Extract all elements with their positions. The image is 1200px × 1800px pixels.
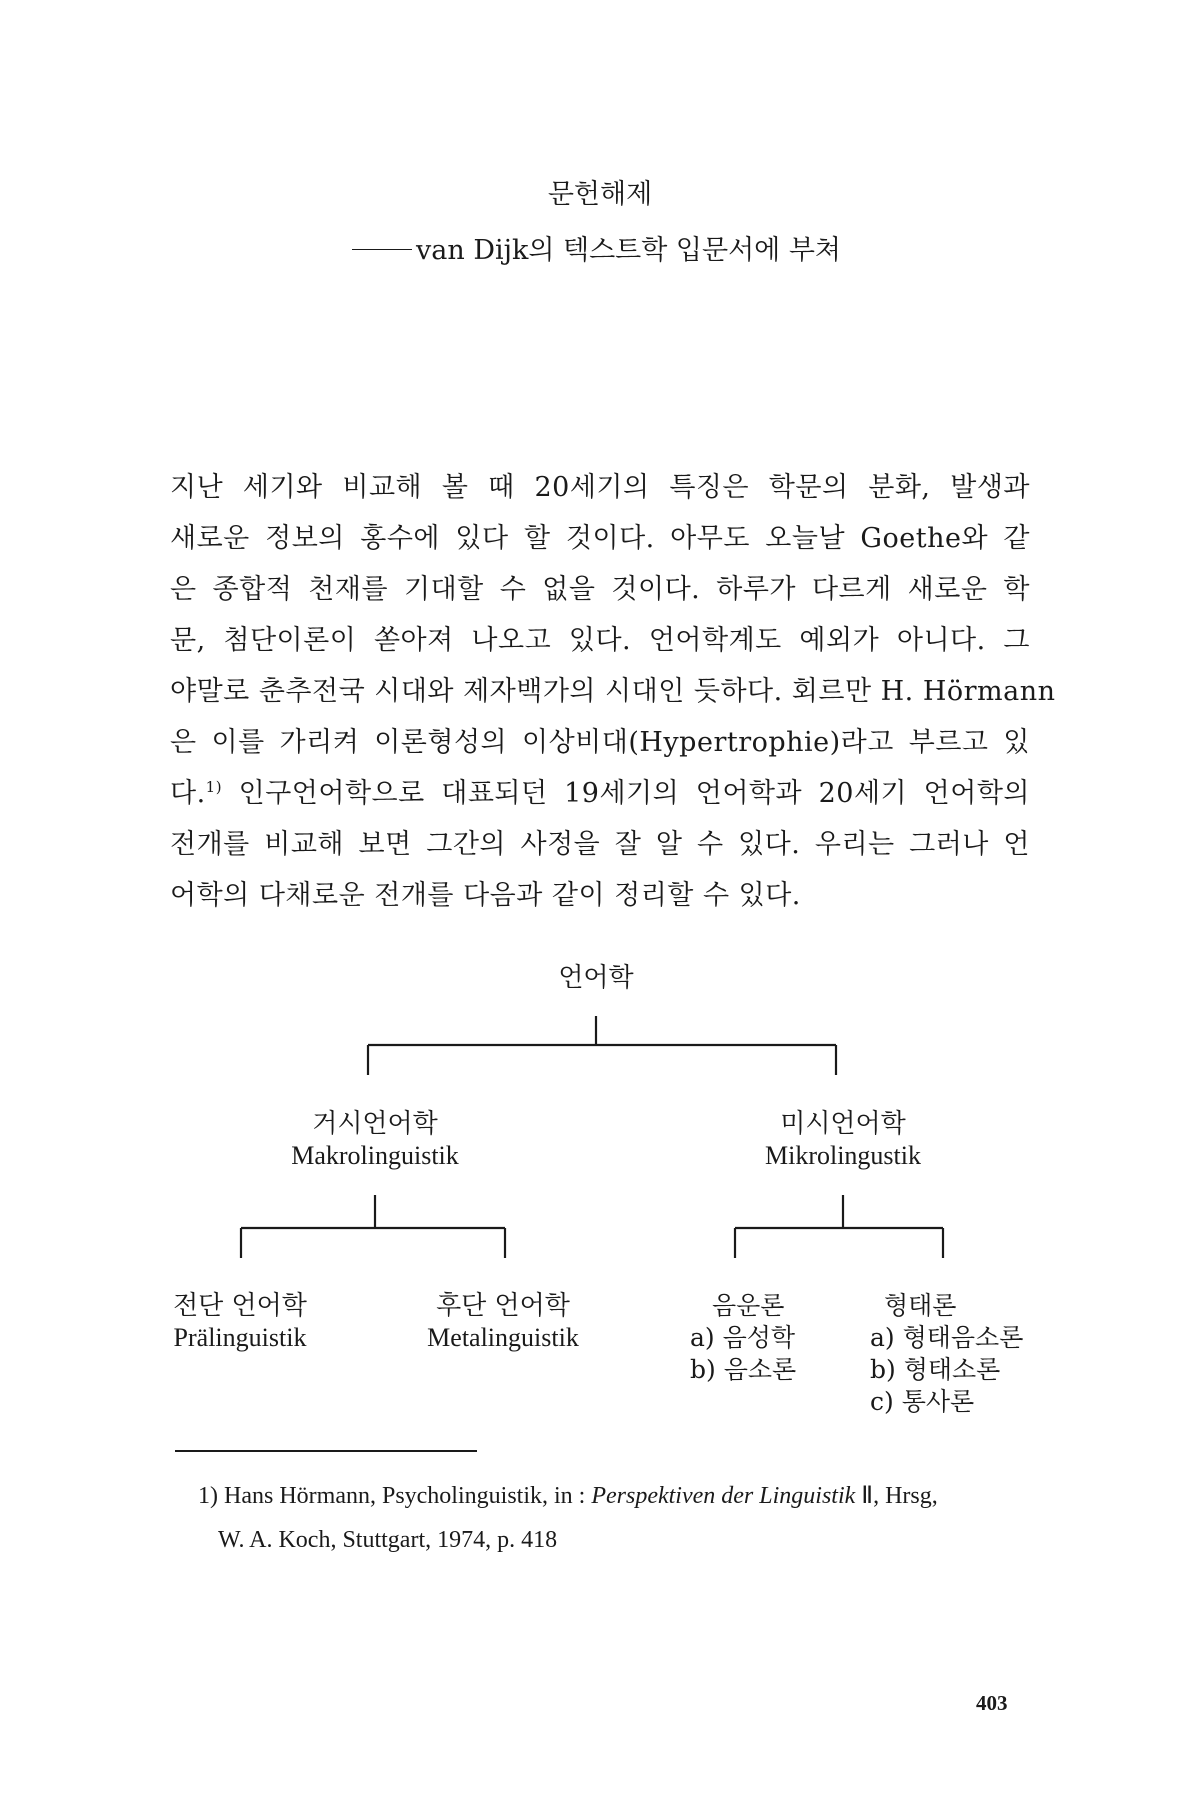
body-line: 새로운 정보의 홍수에 있다 할 것이다. 아무도 오늘날 Goethe와 같 — [170, 523, 1030, 554]
body-line: 은 이를 가리켜 이론형성의 이상비대(Hypertrophie)라고 부르고 있 — [170, 727, 1030, 758]
body-line: 지난 세기와 비교해 볼 때 20세기의 특징은 학문의 분화, 발생과 — [170, 472, 1030, 503]
pre-korean: 전단 언어학 — [173, 1291, 307, 1321]
morphology-label: 형태론 — [884, 1291, 957, 1320]
body-line: 어학의 다채로운 전개를 다음과 같이 정리할 수 있다. — [170, 880, 801, 911]
tree-morphology-node — [870, 1290, 1023, 1418]
tree-root: 언어학 — [558, 963, 634, 993]
macro-german: Makrolinguistik — [291, 1141, 459, 1170]
meta-german: Metalinguistik — [427, 1323, 579, 1352]
body-line-start: 다. — [170, 778, 206, 809]
macro-korean: 거시언어학 — [312, 1109, 438, 1139]
tree-meta-node — [403, 1290, 603, 1354]
phonology-label: 음운론 — [712, 1291, 785, 1320]
footnote-divider — [175, 1450, 477, 1452]
tree-macro-node — [250, 1108, 500, 1172]
footnote — [198, 1474, 938, 1562]
phonology-item: b) 음소론 — [690, 1355, 797, 1384]
footnote-text-2: Ⅱ, Hrsg, — [861, 1483, 938, 1509]
body-line: 문, 첨단이론이 쏟아져 나오고 있다. 언어학계도 예외가 아니다. 그 — [170, 625, 1030, 656]
micro-korean: 미시언어학 — [780, 1109, 906, 1139]
page-number: 403 — [976, 1691, 1008, 1715]
body-line: 은 종합적 천재를 기대할 수 없을 것이다. 하루가 다르게 새로운 학 — [170, 574, 1030, 605]
morphology-item: b) 형태소론 — [870, 1355, 1001, 1384]
footnote-line-2: W. A. Koch, Stuttgart, 1974, p. 418 — [218, 1527, 558, 1553]
page-title: 문헌해제 — [547, 179, 653, 210]
phonology-item: a) 음성학 — [690, 1323, 796, 1352]
footnote-number: 1) — [198, 1483, 218, 1509]
tree-phonology-node — [690, 1290, 796, 1386]
tree-pre-node — [140, 1290, 340, 1354]
body-line: 야말로 춘추전국 시대와 제자백가의 시대인 듯하다. 회르만 H. Hörmann — [170, 676, 1056, 707]
tree-micro-node — [718, 1108, 968, 1172]
subtitle-text: van Dijk의 텍스트학 입문서에 부쳐 — [416, 235, 841, 266]
footnote-text-1: Hans Hörmann, Psycholinguistik, in : — [224, 1483, 586, 1509]
body-line-rest: 인구언어학으로 대표되던 19세기의 언어학과 20세기 언어학의 — [238, 778, 1030, 809]
footnote-line-1 — [198, 1474, 938, 1518]
body-line: 전개를 비교해 보면 그간의 사정을 잘 알 수 있다. 우리는 그러나 언 — [170, 829, 1030, 860]
pre-german: Prälinguistik — [173, 1323, 307, 1352]
morphology-item: c) 통사론 — [870, 1387, 975, 1416]
footnote-work-title: Perspektiven der Linguistik — [591, 1483, 856, 1509]
morphology-item: a) 형태음소론 — [870, 1323, 1024, 1352]
meta-korean: 후단 언어학 — [436, 1291, 570, 1321]
footnote-reference[interactable]: 1) — [205, 778, 223, 796]
micro-german: Mikrolingustik — [764, 1141, 921, 1170]
